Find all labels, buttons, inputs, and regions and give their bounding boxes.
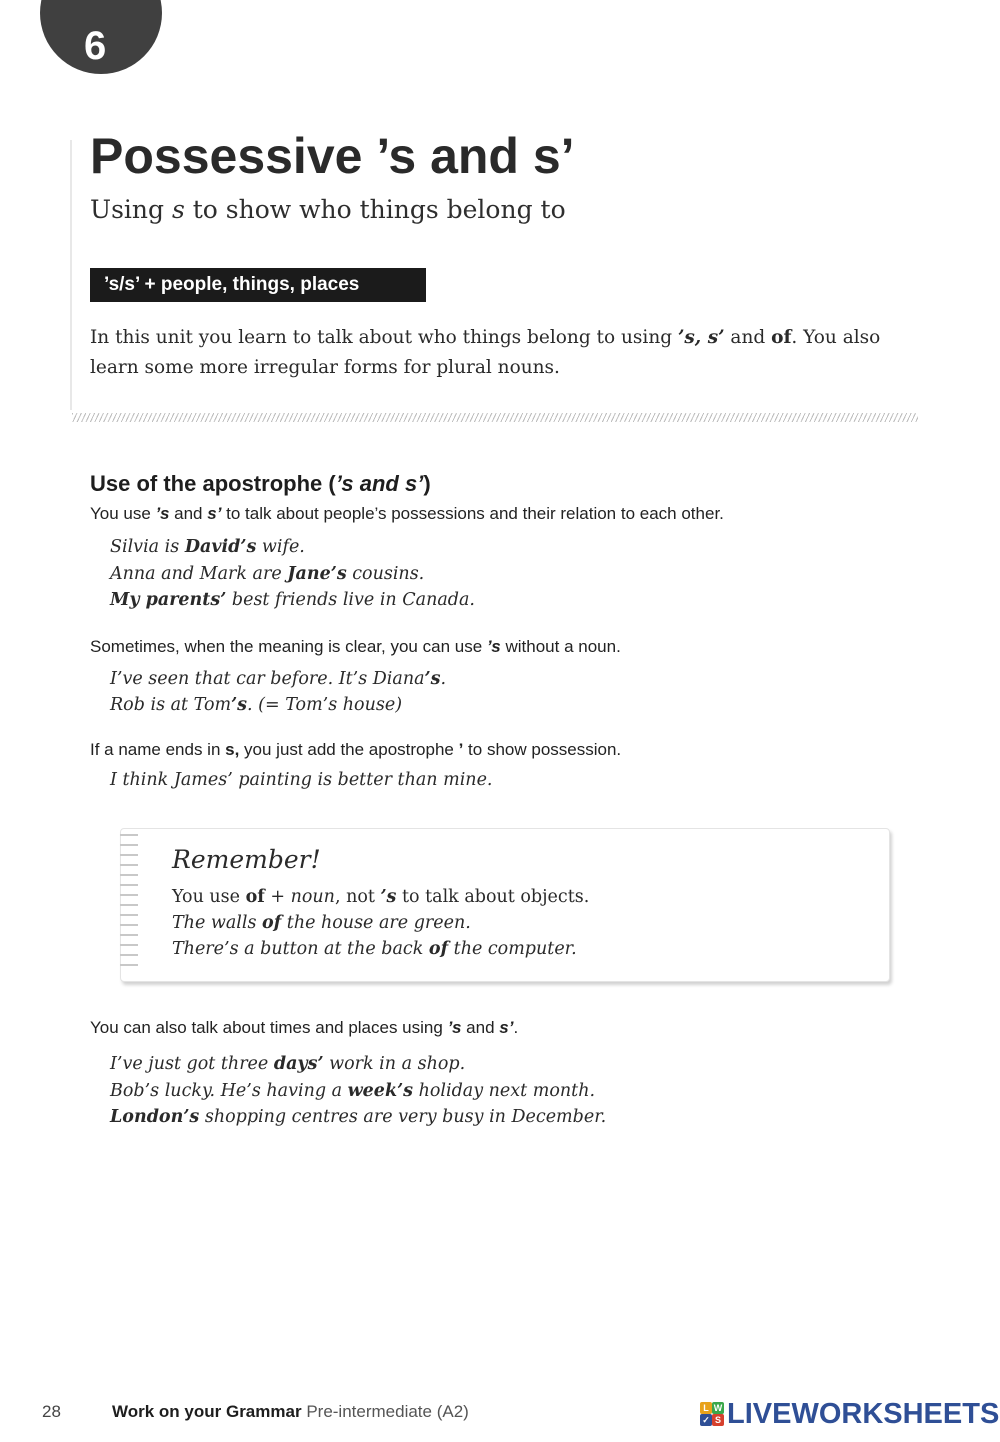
rule-text xyxy=(90,501,950,527)
rule-bold: ’s xyxy=(155,504,170,523)
example-sentence: Rob is at Tom’s. (= Tom’s house) xyxy=(110,695,403,715)
example-sentence: I’ve seen that car before. It’s Diana’s. xyxy=(110,668,447,689)
header-left-rule xyxy=(70,140,72,410)
heading-italic: ’s and s’ xyxy=(335,471,424,496)
page-title: Possessive ’s and s’ xyxy=(90,128,575,184)
unit-number: 6 xyxy=(84,24,107,68)
rule-text: You can also talk about times and places using ’s and s’. xyxy=(90,1018,519,1037)
example-sentence: My parents’ best friends live in Canada. xyxy=(110,590,475,610)
liveworksheets-logo-icon: L W ✓ S xyxy=(700,1402,724,1426)
subtitle-s: s xyxy=(171,195,185,224)
book-title xyxy=(112,1402,469,1422)
remember-example: There’s a button at the back of the computer. xyxy=(172,939,577,959)
intro-bold-of: of xyxy=(771,327,792,348)
intro-text: and xyxy=(724,327,772,348)
remember-content xyxy=(172,884,872,962)
hatched-divider xyxy=(72,413,918,422)
rule-part: You use xyxy=(90,504,156,523)
page-footer xyxy=(0,1396,1000,1432)
subtitle-text: Using xyxy=(90,195,172,224)
apostrophe-section xyxy=(90,469,950,793)
remember-title: Remember! xyxy=(172,845,321,874)
rule-text: Sometimes, when the meaning is clear, you can use ’s without a noun. xyxy=(90,636,621,656)
intro-text: In this unit you learn to talk about who things belong to using xyxy=(90,327,678,348)
liveworksheets-logo[interactable] xyxy=(700,1396,999,1432)
example-sentence: Anna and Mark are Jane’s cousins. xyxy=(110,563,425,584)
liveworksheets-logo-text: LIVEWORKSHEETS xyxy=(727,1397,1000,1430)
rule-bold: s’ xyxy=(207,504,222,523)
example-list xyxy=(90,767,950,794)
page-number: 28 xyxy=(42,1402,61,1421)
example-sentence: London’s shopping centres are very busy in December. xyxy=(110,1107,607,1127)
topic-tag: ’s/s’ + people, things, places xyxy=(90,268,426,302)
page-subtitle xyxy=(90,193,566,227)
book-name: Work on your Grammar xyxy=(112,1402,302,1421)
remember-rule: You use of + noun, not ’s to talk about objects. xyxy=(172,887,590,907)
rule-part: to talk about people’s possessions and their relation to each other. xyxy=(221,504,724,523)
example-list xyxy=(90,534,950,614)
heading-text-end: ) xyxy=(423,471,431,496)
rule-text: If a name ends in s, you just add the apostrophe ’ to show possession. xyxy=(90,739,622,759)
subtitle-text-end: to show who things belong to xyxy=(184,195,566,224)
notebook-binding xyxy=(120,834,138,974)
example-list xyxy=(90,666,950,719)
example-sentence: Bob’s lucky. He’s having a week’s holiday next month. xyxy=(110,1080,596,1101)
heading-text: Use of the apostrophe ( xyxy=(90,471,336,496)
rule-part: and xyxy=(169,504,208,523)
times-places-section xyxy=(90,1015,950,1131)
book-level: Pre-intermediate (A2) xyxy=(306,1402,469,1421)
example-list xyxy=(90,1051,950,1131)
intro-text: . You also learn some more irregular forms for plural nouns. xyxy=(90,327,881,378)
intro-paragraph xyxy=(90,323,890,383)
intro-bold-apostrophe: ’s, s’ xyxy=(677,327,725,348)
remember-example: The walls of the house are green. xyxy=(172,913,471,933)
section-heading xyxy=(90,469,950,499)
example-sentence: I think James’ painting is better than mine. xyxy=(110,769,493,790)
example-sentence: Silvia is David’s wife. xyxy=(110,537,305,557)
example-sentence: I’ve just got three days’ work in a shop. xyxy=(110,1054,466,1074)
